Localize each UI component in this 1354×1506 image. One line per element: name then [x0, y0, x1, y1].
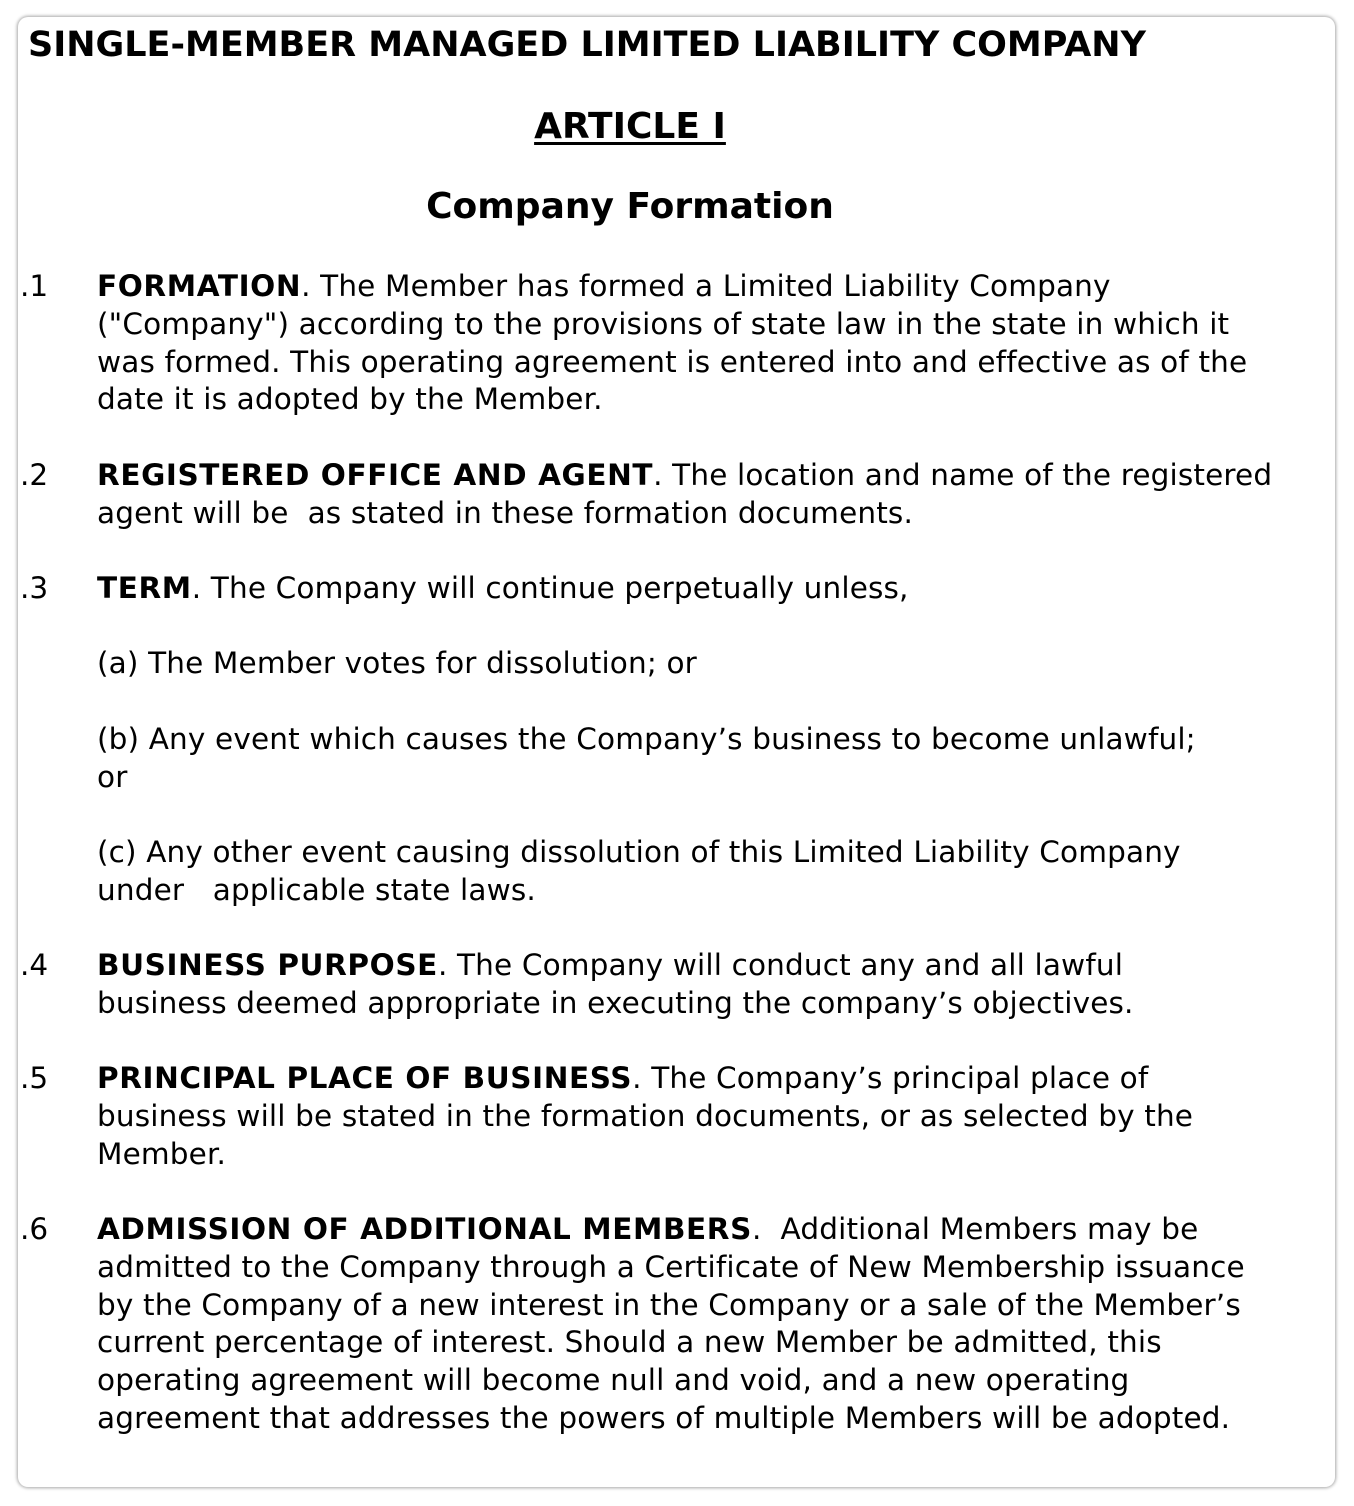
section-title: TERM: [97, 571, 192, 605]
section-body: [97, 570, 1277, 608]
section-number: .6: [20, 1212, 49, 1246]
section-body: [97, 1211, 1272, 1438]
article-heading: ARTICLE I: [534, 106, 726, 147]
term-clause-c: (c) Any other event causing dissolution of this Limited Liability Company under applicable state laws.: [97, 835, 1191, 907]
section-title: REGISTERED OFFICE AND AGENT: [97, 458, 654, 492]
section-text: . The Company will conduct any and all lawful business deemed appropriate in executing the company’s objectives.: [97, 948, 1134, 1020]
document-title: SINGLE-MEMBER MANAGED LIMITED LIABILITY COMPANY: [28, 25, 1146, 65]
section-text: . The Company’s principal place of business will be stated in the formation documents, or as selected by the Member.: [97, 1061, 1194, 1171]
article-subheading: Company Formation: [426, 186, 834, 227]
term-clause-a: (a) The Member votes for dissolution; or: [97, 646, 697, 680]
section-text: . Additional Members may be admitted to the Company through a Certificate of New Membership issuance by the Company of a new interest in the Company or a sale of the Member’s current percentage of interest. Should a new Member be admitted, this operating agreement will become null and void, and a new operating agreement that addresses the powers of multiple Members will be adopted.: [97, 1212, 1255, 1435]
section-number: .4: [20, 948, 49, 982]
section-body: [97, 268, 1277, 419]
section-body: [97, 1060, 1247, 1173]
section-text: . The Member has formed a Limited Liability Company ("Company") according to the provisions of state law in the state in which it was formed. This operating agreement is entered into and effective as of the date it is adopted by the Member.: [97, 269, 1248, 417]
section-text: . The location and name of the registered agent will be as stated in these formation documents.: [97, 458, 1282, 530]
section-title: ADMISSION OF ADDITIONAL MEMBERS: [97, 1212, 752, 1246]
section-number: .2: [20, 458, 49, 492]
section-title: BUSINESS PURPOSE: [97, 948, 438, 982]
section-text: . The Company will continue perpetually unless,: [191, 571, 909, 605]
term-clause-b: (b) Any event which causes the Company’s business to become unlawful; or: [97, 722, 1196, 794]
section-title: PRINCIPAL PLACE OF BUSINESS: [97, 1061, 633, 1095]
section-number: .3: [20, 571, 49, 605]
section-number: .5: [20, 1061, 49, 1095]
section-body: [97, 457, 1282, 533]
section-body: [97, 947, 1237, 1023]
section-title: FORMATION: [97, 269, 302, 303]
section-number: .1: [20, 269, 49, 303]
